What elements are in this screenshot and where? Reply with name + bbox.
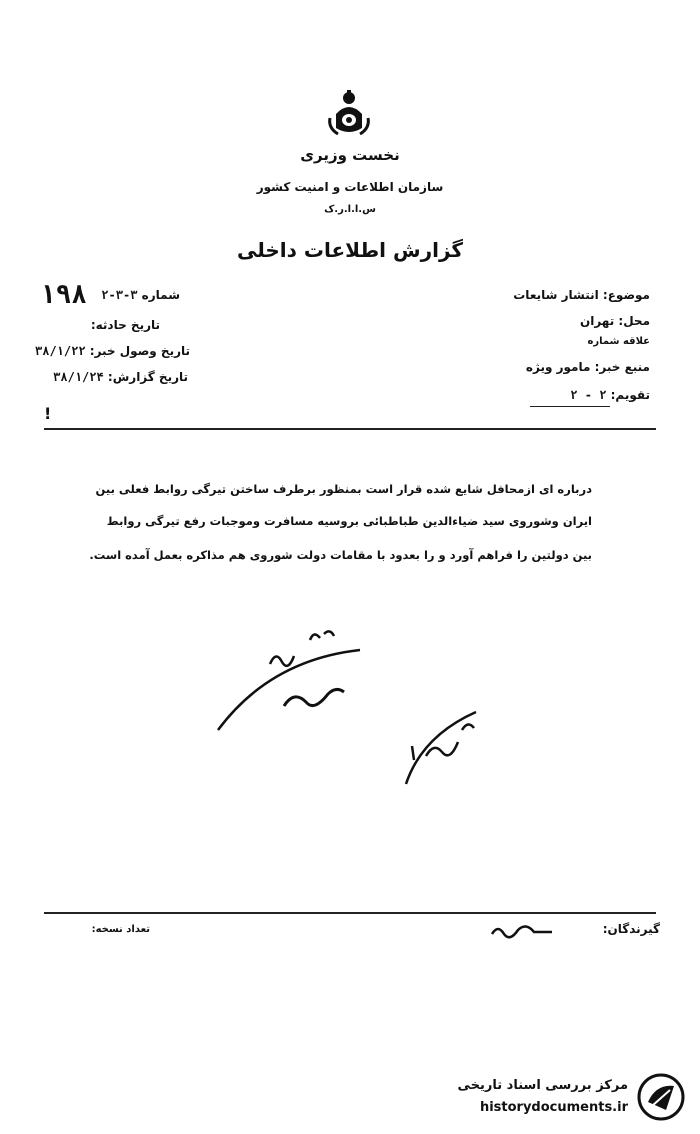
watermark-name: مرکز بررسی اسناد تاریخی bbox=[457, 1078, 628, 1093]
copies-label: تعداد نسخه: bbox=[91, 924, 150, 935]
footer-divider bbox=[44, 912, 656, 914]
watermark-url: historydocuments.ir bbox=[479, 1100, 628, 1115]
handwritten-annotation bbox=[210, 620, 370, 740]
number-label: شماره ۳-۳-۲ bbox=[101, 288, 180, 302]
body-line-2: ایران وشوروی سید ضیاءالدین طباطبائی بروسیه مسافرت وموجبات رفع تیرگی روابط bbox=[106, 514, 592, 528]
org-line-1: نخست وزیری bbox=[300, 146, 400, 164]
evaluation: تقویم: ۲ - ۲ bbox=[570, 388, 650, 402]
recipients-label: گیرندگان: bbox=[602, 922, 660, 936]
attachment-label: علاقه شماره bbox=[587, 336, 650, 347]
mark: ! bbox=[44, 404, 52, 423]
report-date: تاریخ گزارش: ۳۸/۱/۲۴ bbox=[53, 370, 188, 384]
number-big: ۱۹۸ bbox=[40, 280, 87, 310]
recipients-handwriting bbox=[488, 920, 558, 942]
emblem-icon bbox=[326, 88, 372, 138]
body-line-3: بین دولتین را فراهم آورد و را بعدود با مقامات دولت شوروی هم مذاکره بعمل آمده است. bbox=[89, 548, 592, 562]
handwritten-signature bbox=[396, 696, 486, 786]
subject: موضوع: انتشار شایعات bbox=[513, 288, 650, 302]
body-line-1: درباره ای ازمحافل شایع شده قرار است بمنظور برطرف ساختن تیرگی روابط فعلی بین bbox=[95, 482, 592, 496]
watermark bbox=[410, 1070, 690, 1124]
evaluation-underline bbox=[530, 406, 610, 407]
org-line-3: س.ا.ا.ر.ک bbox=[324, 204, 376, 215]
org-line-2: سازمان اطلاعات و امنیت کشور bbox=[256, 180, 444, 194]
event-date-label: تاریخ حادثه: bbox=[90, 318, 160, 332]
place: محل: تهران bbox=[579, 314, 650, 328]
watermark-logo-icon bbox=[636, 1072, 686, 1122]
source: منبع خبر: مامور ویژه bbox=[525, 360, 650, 374]
header-divider bbox=[44, 428, 656, 430]
page-title: گزارش اطلاعات داخلی bbox=[236, 238, 464, 262]
receipt-date: تاریخ وصول خبر: ۳۸/۱/۲۲ bbox=[35, 344, 190, 358]
